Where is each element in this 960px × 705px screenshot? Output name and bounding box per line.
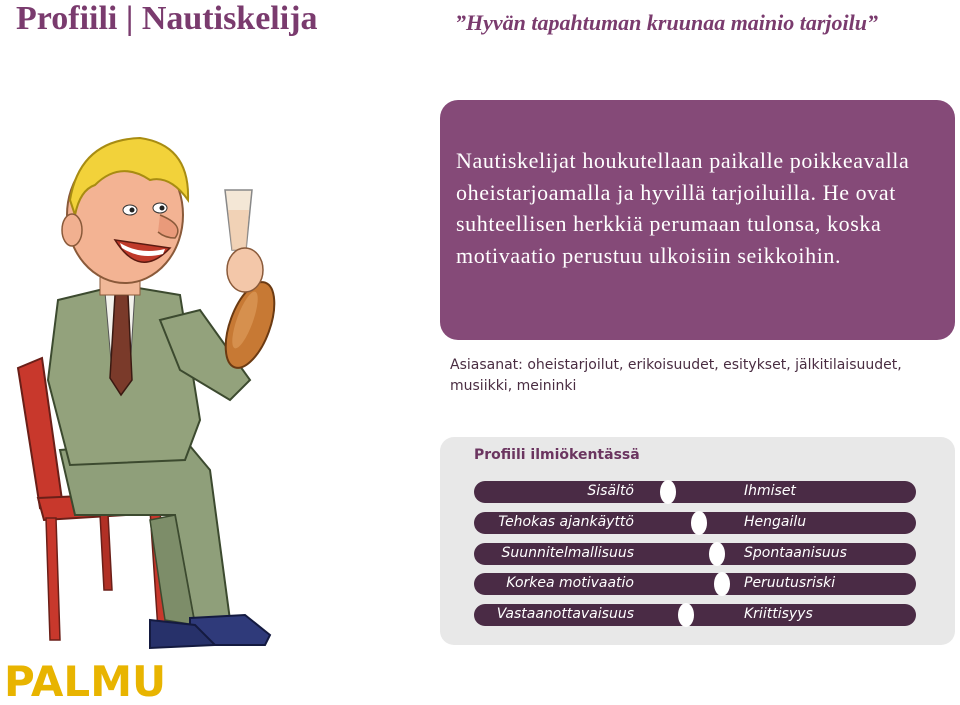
- scale-left-label: Vastaanottavaisuus: [496, 606, 634, 622]
- logo-text: PALMU: [4, 657, 167, 705]
- scale-right-label: Kriittisyys: [744, 606, 813, 622]
- profile-scale: [474, 512, 916, 534]
- profile-panel: [440, 437, 955, 645]
- scale-left-label: Tehokas ajankäyttö: [498, 514, 634, 530]
- scale-marker: [691, 511, 707, 535]
- connoisseur-illustration: [0, 120, 300, 660]
- profile-scale: [474, 543, 916, 565]
- scale-marker: [709, 542, 725, 566]
- profile-heading: Profiili ilmiökentässä: [474, 447, 640, 463]
- scale-marker: [714, 572, 730, 596]
- scale-right-label: Hengailu: [744, 514, 807, 530]
- scale-right-label: Peruutusriski: [744, 575, 836, 591]
- description-box: [440, 100, 955, 340]
- tagline: ”Hyvän tapahtuman kruunaa mainio tarjoilu”: [455, 10, 879, 35]
- palmu-logo: [0, 655, 200, 705]
- scale-left-label: Korkea motivaatio: [506, 575, 634, 591]
- scale-left-label: Sisältö: [587, 483, 634, 499]
- page-title: Profiili | Nautiskelija: [16, 0, 318, 37]
- description-text: Nautiskelijat houkutellaan paikalle poikkeavalla oheistarjoamalla ja hyvillä tarjoiluilla. He ovat suhteellisen herkkiä perumaan tulonsa, koska motivaatio perustuu ulkoisiin seikkoihin.: [456, 148, 910, 268]
- scale-marker: [678, 603, 694, 627]
- scale-right-label: Spontaanisuus: [744, 545, 847, 561]
- scale-left-label: Suunnitelmallisuus: [501, 545, 634, 561]
- profile-scale: [474, 604, 916, 626]
- keywords-text: Asiasanat: oheistarjoilut, erikoisuudet, esitykset, jälkitilaisuudet, musiikki, meininki: [450, 357, 902, 394]
- profile-scale: [474, 573, 916, 595]
- scale-marker: [660, 480, 676, 504]
- profile-scale: [474, 481, 916, 503]
- scale-right-label: Ihmiset: [744, 483, 796, 499]
